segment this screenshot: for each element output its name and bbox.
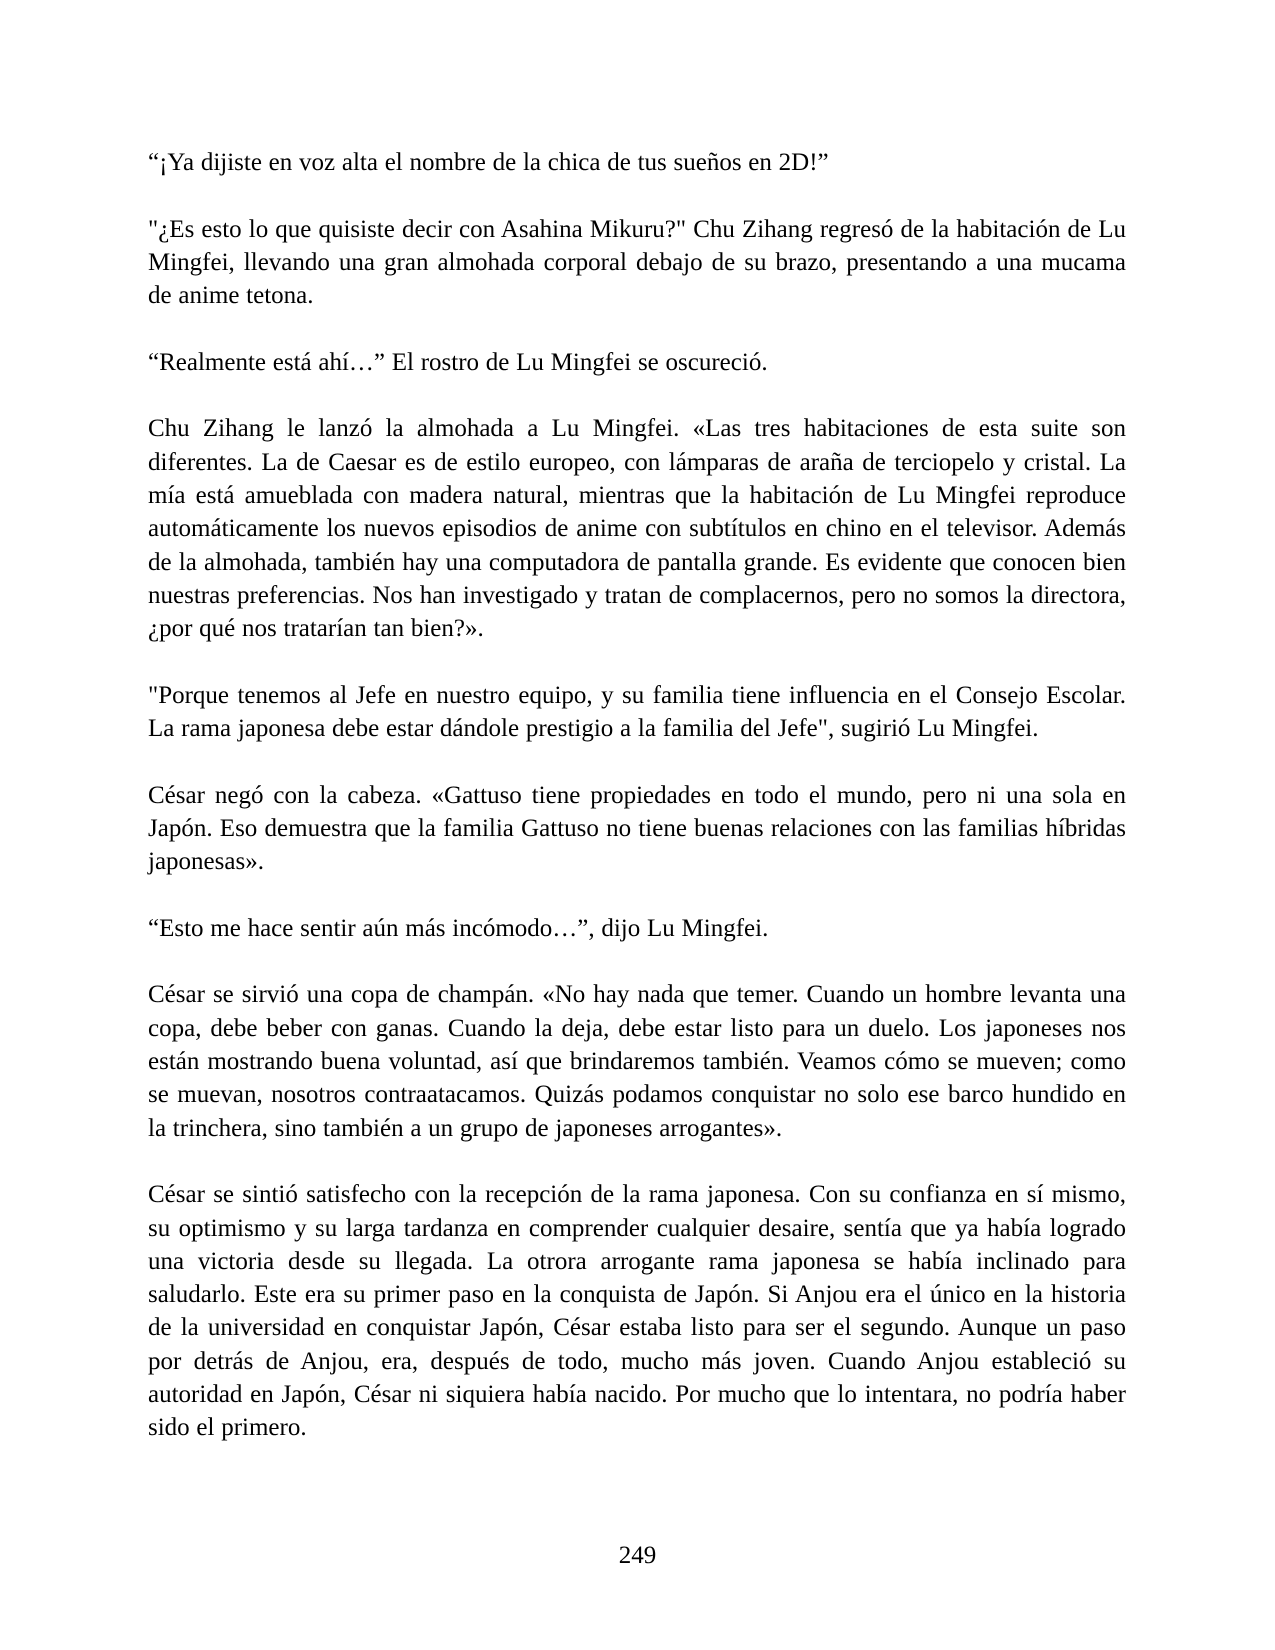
page-number: 249: [618, 1542, 657, 1569]
paragraph-3: “Realmente está ahí…” El rostro de Lu Mingfei se oscureció.: [148, 348, 768, 376]
paragraph-2: "¿Es esto lo que quisiste decir con Asahina Mikuru?" Chu Zihang regresó de la habitación de Lu Mingfei, llevando una gran almohada corporal debajo de su brazo, presentando a una mucama de anime tetona.: [148, 215, 1126, 310]
paragraph-9: César se sintió satisfecho con la recepción de la rama japonesa. Con su confianza en sí mismo, su optimismo y su larga tardanza en comprender cualquier desaire, sentía que ya había logrado una victoria desde su llegada. La otrora arrogante rama japonesa se había inclinado para saludarlo. Este era su primer paso en la conquista de Japón. Si Anjou era el único en la historia de la universidad en conquistar Japón, César estaba listo para ser el segundo. Aunque un paso por detrás de Anjou, era, después de todo, mucho más joven. Cuando Anjou estableció su autoridad en Japón, César ni siquiera había nacido. Por mucho que lo intentara, no podría haber sido el primero.: [148, 1181, 1126, 1442]
page-body: [148, 146, 1126, 1445]
paragraph-4: Chu Zihang le lanzó la almohada a Lu Mingfei. «Las tres habitaciones de esta suite son diferentes. La de Caesar es de estilo europeo, con lámparas de araña de terciopelo y cristal. La mía está amueblada con madera natural, mientras que la habitación de Lu Mingfei reproduce automáticamente los nuevos episodios de anime con subtítulos en chino en el televisor. Además de la almohada, también hay una computadora de pantalla grande. Es evidente que conocen bien nuestras preferencias. Nos han investigado y tratan de complacernos, pero no somos la directora, ¿por qué nos tratarían tan bien?».: [148, 415, 1126, 643]
paragraph-8: César se sirvió una copa de champán. «No hay nada que temer. Cuando un hombre levanta una copa, debe beber con ganas. Cuando la deja, debe estar listo para un duelo. Los japoneses nos están mostrando buena voluntad, así que brindaremos también. Veamos cómo se mueven; como se muevan, nosotros contraatacamos. Quizás podamos conquistar no solo ese barco hundido en la trinchera, sino también a un grupo de japoneses arrogantes».: [148, 981, 1126, 1142]
paragraph-1: “¡Ya dijiste en voz alta el nombre de la chica de tus sueños en 2D!”: [148, 149, 829, 176]
paragraph-6: César negó con la cabeza. «Gattuso tiene propiedades en todo el mundo, pero ni una sola en Japón. Eso demuestra que la familia Gattuso no tiene buenas relaciones con las familias híbridas japonesas».: [148, 781, 1126, 876]
paragraph-7: “Esto me hace sentir aún más incómodo…”, dijo Lu Mingfei.: [148, 914, 769, 942]
paragraph-5: "Porque tenemos al Jefe en nuestro equipo, y su familia tiene influencia en el Consejo Escolar. La rama japonesa debe estar dándole prestigio a la familia del Jefe", sugirió Lu Mingfei.: [148, 681, 1126, 743]
